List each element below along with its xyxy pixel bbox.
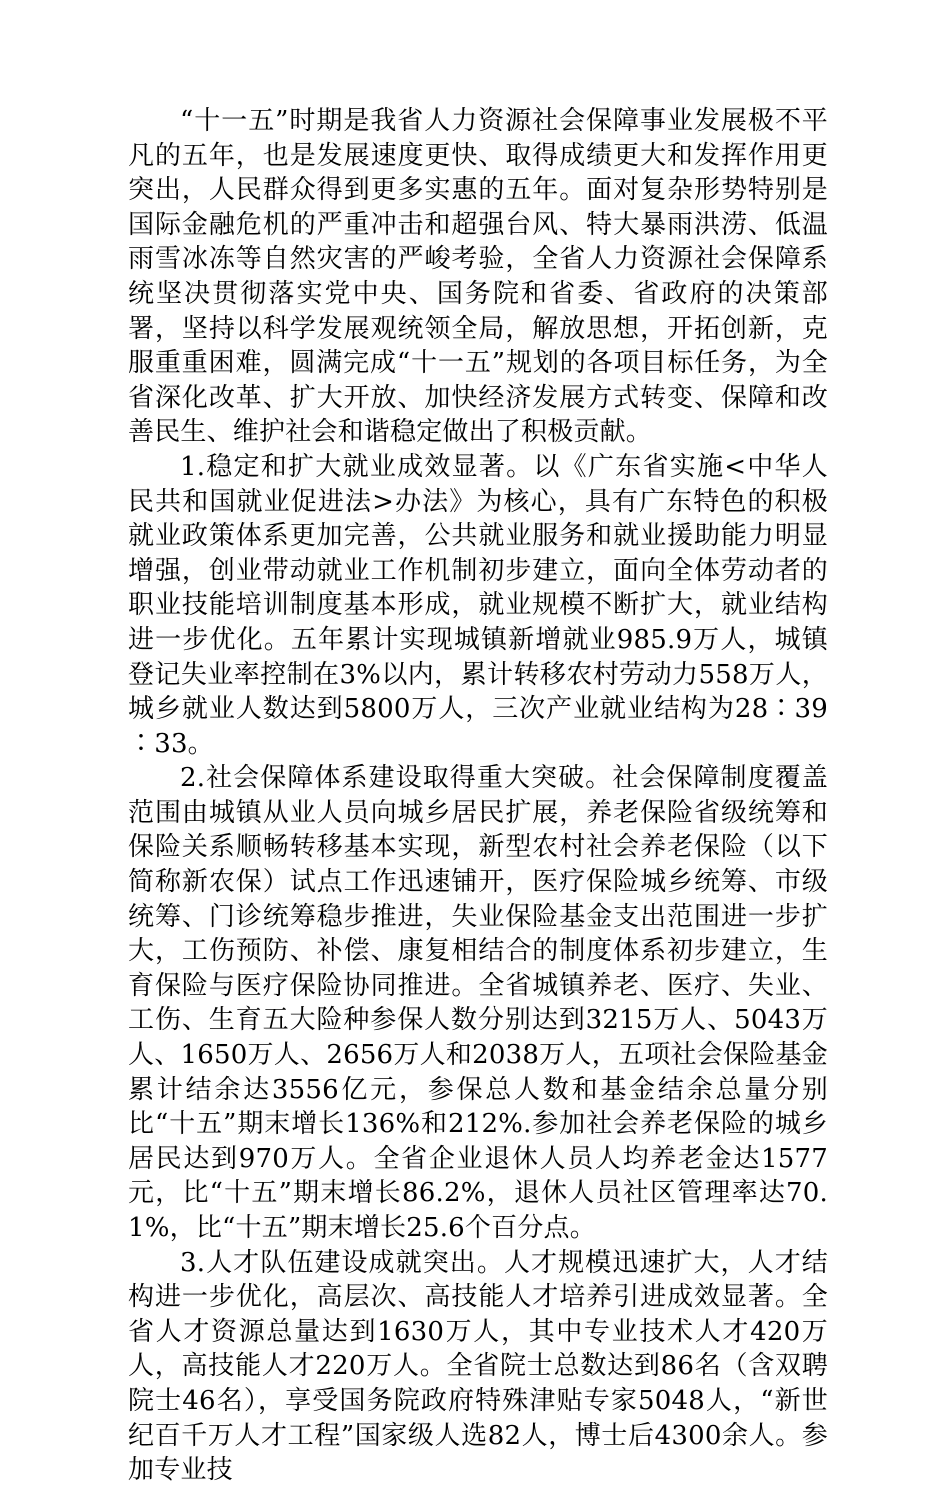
social-security-paragraph: 2.社会保障体系建设取得重大突破。社会保障制度覆盖范围由城镇从业人员向城乡居民扩展，养老保险省级统筹和保险关系顺畅转移基本实现，新型农村社会养老保险（以下简称新农保）试点工作迅速铺开，医疗保险城乡统筹、市级统筹、门诊统筹稳步推进，失业保险基金支出范围进一步扩大，工伤预防、补偿、康复相结合的制度体系初步建立，生育保险与医疗保险协同推进。全省城镇养老、医疗、失业、工伤、生育五大险种参保人数分别达到3215万人、5043万人、1650万人、2656万人和2038万人，五项社会保险基金累计结余达3556亿元，参保总人数和基金结余总量分别比“十五”期末增长136%和212%.参加社会养老保险的城乡居民达到970万人。全省企业退休人员人均养老金达1577元，比“十五”期末增长86.2%，退休人员社区管理率达70.1%，比“十五”期末增长25.6个百分点。 (128, 763, 828, 1243)
talent-paragraph: 3.人才队伍建设成就突出。人才规模迅速扩大，人才结构进一步优化，高层次、高技能人才培养引进成效显著。全省人才资源总量达到1630万人，其中专业技术人才420万人，高技能人才220万人。全省院士总数达到86名（含双聘院士46名），享受国务院政府特殊津贴专家5048人，“新世纪百千万人才工程”国家级人选82人，博士后4300余人。参加专业技 (128, 1247, 828, 1486)
employment-paragraph: 1.稳定和扩大就业成效显著。以《广东省实施<中华人民共和国就业促进法>办法》为核心，具有广东特色的积极就业政策体系更加完善，公共就业服务和就业援助能力明显增强，创业带动就业工作机制初步建立，面向全体劳动者的职业技能培训制度基本形成，就业规模不断扩大，就业结构进一步优化。五年累计实现城镇新增就业985.9万人，城镇登记失业率控制在3%以内，累计转移农村劳动力558万人，城乡就业人数达到5800万人，三次产业就业结构为28∶39∶33。 (128, 451, 828, 759)
intro-paragraph: “十一五”时期是我省人力资源社会保障事业发展极不平凡的五年，也是发展速度更快、取得成绩更大和发挥作用更突出，人民群众得到更多实惠的五年。面对复杂形势特别是国际金融危机的严重冲击和超强台风、特大暴雨洪涝、低温雨雪冰冻等自然灾害的严峻考验，全省人力资源社会保障系统坚决贯彻落实党中央、国务院和省委、省政府的决策部署，坚持以科学发展观统领全局，解放思想，开拓创新，克服重重困难，圆满完成“十一五”规划的各项目标任务，为全省深化改革、扩大开放、加快经济发展方式转变、保障和改善民生、维护社会和谐稳定做出了积极贡献。 (128, 106, 828, 448)
document-page (128, 104, 828, 1488)
